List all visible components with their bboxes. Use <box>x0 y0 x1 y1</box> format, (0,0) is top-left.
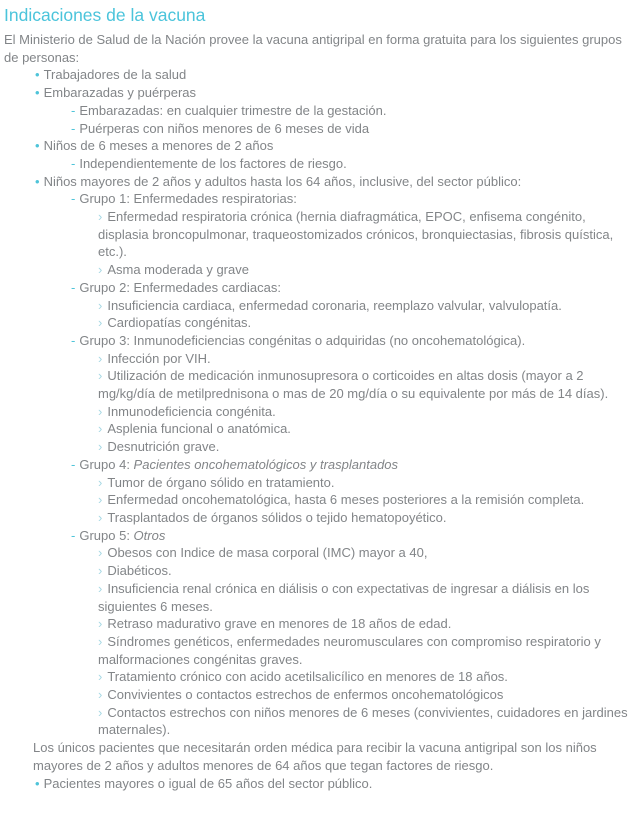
chevron-icon: › <box>98 492 103 508</box>
list-item <box>4 420 632 438</box>
chevron-icon: › <box>98 297 103 313</box>
list-item-text-italic: Pacientes oncohematológicos y trasplantados <box>133 456 399 472</box>
list-item-text: Grupo 2: Enfermedades cardiacas: <box>79 279 281 295</box>
chevron-icon: › <box>98 421 103 437</box>
list-item-text: Cardiopatías congénitas. <box>107 315 252 331</box>
chevron-icon: › <box>98 439 103 455</box>
list-item <box>4 491 632 509</box>
list-item-text: Utilización de medicación inmunosupresora o corticoides en altas dosis (mayor a 2 mg/kg/día de metilprednisona o mas de 20 mg/día o su equivalente por más de 14 días). <box>98 368 609 402</box>
list-item <box>4 120 632 138</box>
dash-icon: - <box>71 527 76 543</box>
list-item-text: Independientemente de los factores de riesgo. <box>79 155 347 171</box>
dash-icon: - <box>71 279 76 295</box>
list-item <box>4 279 632 297</box>
chevron-icon: › <box>98 315 103 331</box>
bullet-icon: • <box>35 775 40 791</box>
chevron-icon: › <box>98 616 103 632</box>
dash-icon: - <box>71 332 76 348</box>
list-item-text: Contactos estrechos con niños menores de 6 meses (convivientes, cuidadores en jardines maternales). <box>98 704 628 738</box>
list-item <box>4 155 632 173</box>
list-item-text: Enfermedad oncohematológica, hasta 6 meses posteriores a la remisión completa. <box>107 492 585 508</box>
list-item <box>4 190 632 208</box>
list-item <box>4 775 632 793</box>
list-item-text: Puérperas con niños menores de 6 meses de vida <box>79 120 370 136</box>
list-item <box>4 208 632 261</box>
list-item-text: Insuficiencia renal crónica en diálisis o con expectativas de ingresar a diálisis en los siguientes 6 meses. <box>98 580 590 614</box>
list-item <box>4 84 632 102</box>
list-item <box>4 527 632 545</box>
page-title: Indicaciones de la vacuna <box>4 5 206 25</box>
list-item <box>4 173 632 191</box>
chevron-icon: › <box>98 262 103 278</box>
list-item-text: Insuficiencia cardiaca, enfermedad coronaria, reemplazo valvular, valvulopatía. <box>107 297 562 313</box>
indications-list <box>4 66 632 739</box>
list-item-text: Infección por VIH. <box>107 350 211 366</box>
list-item-text: Grupo 1: Enfermedades respiratorias: <box>79 191 297 207</box>
dash-icon: - <box>71 120 76 136</box>
list-item <box>4 438 632 456</box>
list-item <box>4 137 632 155</box>
list-item-text: Niños mayores de 2 años y adultos hasta los 64 años, inclusive, del sector público: <box>43 173 522 189</box>
chevron-icon: › <box>98 403 103 419</box>
list-item-text: Grupo 4: <box>79 456 134 472</box>
note-paragraph: Los únicos pacientes que necesitarán orden médica para recibir la vacuna antigripal son los niños mayores de 2 años y adultos menores de 64 años que tegan factores de riesgo. <box>33 740 597 773</box>
list-item-text: Síndromes genéticos, enfermedades neuromusculares con compromiso respiratorio y malformaciones congénitas graves. <box>98 633 601 667</box>
list-item-text: Asma moderada y grave <box>107 262 249 278</box>
dash-icon: - <box>71 102 76 118</box>
list-item-text-italic: Otros <box>133 527 166 543</box>
list-item <box>4 66 632 84</box>
list-item-text: Desnutrición grave. <box>107 439 220 455</box>
list-item <box>4 403 632 421</box>
list-item <box>4 456 632 474</box>
list-item-text: Enfermedad respiratoria crónica (hernia diafragmática, EPOC, enfisema congénito, displasia broncopulmonar, traqueostomizados crónicos, bronquiectasias, fibrosis quística, etc.). <box>98 209 614 260</box>
list-item <box>4 704 632 739</box>
intro-paragraph: El Ministerio de Salud de la Nación provee la vacuna antigripal en forma gratuita para los siguientes grupos de personas: <box>4 32 622 65</box>
list-item <box>4 367 632 402</box>
list-item <box>4 668 632 686</box>
chevron-icon: › <box>98 563 103 579</box>
dash-icon: - <box>71 456 76 472</box>
chevron-icon: › <box>98 368 103 384</box>
list-item <box>4 562 632 580</box>
list-item-text: Diabéticos. <box>107 563 172 579</box>
chevron-icon: › <box>98 474 103 490</box>
list-item <box>4 580 632 615</box>
bullet-icon: • <box>35 173 40 189</box>
dash-icon: - <box>71 191 76 207</box>
chevron-icon: › <box>98 669 103 685</box>
list-item-text: Obesos con Indice de masa corporal (IMC) mayor a 40, <box>107 545 428 561</box>
list-item <box>4 615 632 633</box>
bullet-icon: • <box>35 67 40 83</box>
list-item-text: Trabajadores de la salud <box>43 67 187 83</box>
chevron-icon: › <box>98 350 103 366</box>
chevron-icon: › <box>98 704 103 720</box>
list-item <box>4 314 632 332</box>
list-item-text: Embarazadas y puérperas <box>43 85 197 101</box>
list-after-note <box>4 775 632 793</box>
list-item <box>4 102 632 120</box>
list-item-text: Grupo 3: Inmunodeficiencias congénitas o adquiridas (no oncohematológica). <box>79 332 526 348</box>
list-item <box>4 332 632 350</box>
list-item-text: Convivientes o contactos estrechos de enfermos oncohematológicos <box>107 687 504 703</box>
list-item-text: Tumor de órgano sólido en tratamiento. <box>107 474 335 490</box>
list-item-text: Pacientes mayores o igual de 65 años del sector público. <box>43 775 373 791</box>
list-item-text: Inmunodeficiencia congénita. <box>107 403 276 419</box>
chevron-icon: › <box>98 633 103 649</box>
list-item <box>4 297 632 315</box>
list-item <box>4 474 632 492</box>
list-item-text: Tratamiento crónico con acido acetilsalicílico en menores de 18 años. <box>107 669 508 685</box>
list-item-text: Trasplantados de órganos sólidos o tejido hematopoyético. <box>107 509 447 525</box>
list-item <box>4 350 632 368</box>
list-item-text: Embarazadas: en cualquier trimestre de la gestación. <box>79 102 387 118</box>
dash-icon: - <box>71 155 76 171</box>
list-item-text: Niños de 6 meses a menores de 2 años <box>43 138 274 154</box>
chevron-icon: › <box>98 209 103 225</box>
chevron-icon: › <box>98 545 103 561</box>
list-item-text: Grupo 5: <box>79 527 134 543</box>
chevron-icon: › <box>98 509 103 525</box>
list-item-text: Asplenia funcional o anatómica. <box>107 421 291 437</box>
list-item-text: Retraso madurativo grave en menores de 18 años de edad. <box>107 616 452 632</box>
list-item <box>4 261 632 279</box>
list-item <box>4 633 632 668</box>
chevron-icon: › <box>98 687 103 703</box>
list-item <box>4 544 632 562</box>
chevron-icon: › <box>98 580 103 596</box>
bullet-icon: • <box>35 85 40 101</box>
list-item <box>4 509 632 527</box>
bullet-icon: • <box>35 138 40 154</box>
list-item <box>4 686 632 704</box>
